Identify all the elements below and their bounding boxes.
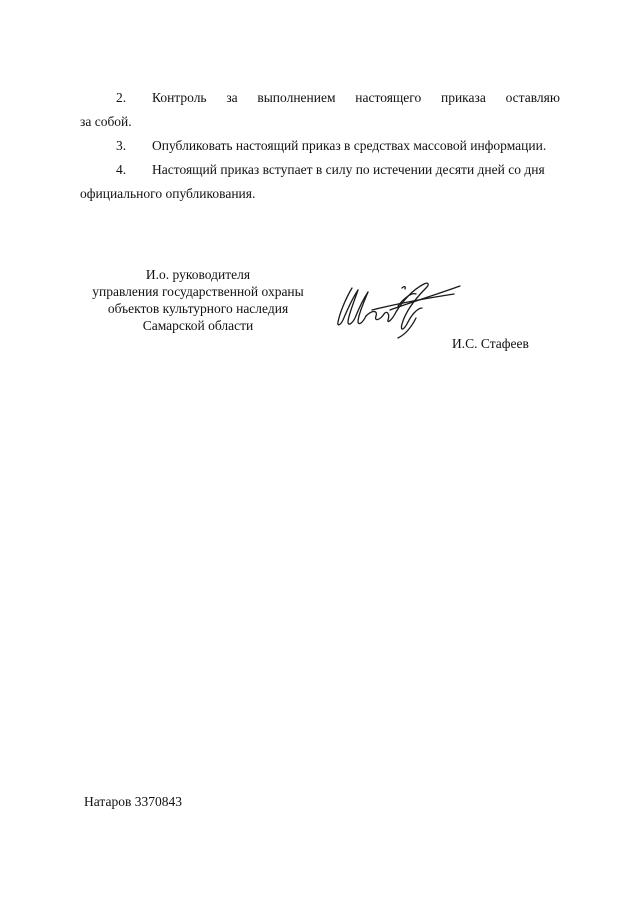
paragraph-3-number: 3. <box>116 138 127 153</box>
signatory-title-line: объектов культурного наследия <box>107 301 289 316</box>
signatory-title-line: Самарской области <box>142 318 254 333</box>
signatory-title-line: И.о. руководителя <box>145 267 251 282</box>
paragraph-4-continuation: официального опубликования. <box>80 186 256 201</box>
signatory-title <box>80 266 316 334</box>
paragraph-4-number: 4. <box>116 162 127 177</box>
paragraph-2-line-1 <box>80 86 560 110</box>
paragraph-4-line-2 <box>80 182 560 206</box>
word: приказа <box>440 90 486 105</box>
word: оставляю <box>505 90 560 105</box>
paragraph-2-line-2 <box>80 110 560 134</box>
signatory-title-line: управления государственной охраны <box>92 284 304 299</box>
paragraph-4-line-1 <box>80 158 560 182</box>
paragraph-3-text: Опубликовать настоящий приказ в средствах массовой информации. <box>152 138 547 153</box>
signer-name: И.С. Стафеев <box>452 336 529 351</box>
paragraph-3-line-1 <box>80 134 560 158</box>
handwritten-signature <box>332 280 464 340</box>
paragraph-4-text: Настоящий приказ вступает в силу по истечении десяти дней со дня <box>152 162 545 177</box>
word: настоящего <box>355 90 422 105</box>
word: за <box>226 90 238 105</box>
paragraph-2 <box>80 86 560 134</box>
paragraph-2-continuation: за собой. <box>80 114 132 129</box>
executor-contact: Натаров 3370843 <box>84 794 182 809</box>
paragraph-3 <box>80 134 560 158</box>
paragraph-2-number: 2. <box>116 90 127 105</box>
word: выполнением <box>257 90 336 105</box>
paragraph-4 <box>80 158 560 206</box>
paragraph-2-words <box>152 86 560 110</box>
word: Контроль <box>152 90 207 105</box>
